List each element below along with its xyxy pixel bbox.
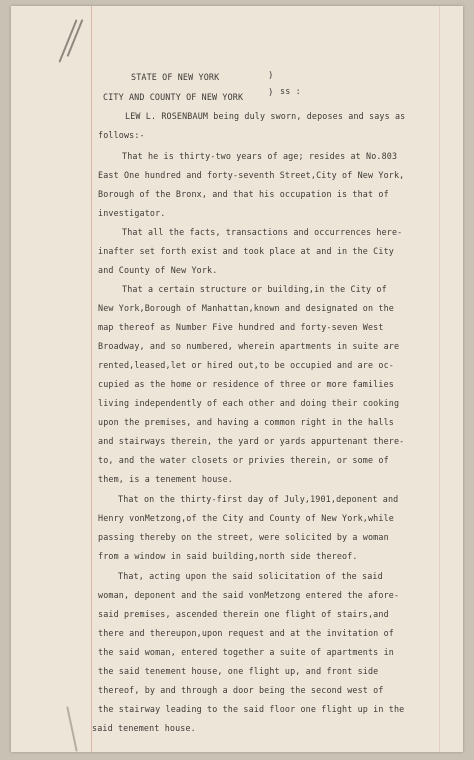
text-line: woman, deponent and the said vonMetzong entered the afore-	[98, 590, 400, 600]
text-line: to, and the water closets or privies therein, or some of	[98, 455, 389, 465]
text-line: and stairways therein, the yard or yards appurtenant there-	[98, 436, 405, 446]
text-line: That on the thirty-first day of July,1901,deponent and	[118, 494, 399, 504]
venue-ss: ss :	[280, 86, 301, 96]
text-line: the said woman, entered together a suite of apartments in	[98, 647, 394, 657]
venue-county: CITY AND COUNTY OF NEW YORK	[103, 92, 244, 102]
text-line: there and thereupon,upon request and at the invitation of	[98, 628, 394, 638]
text-line: That a certain structure or building,in the City of	[122, 284, 387, 294]
text-line: passing thereby on the street, were solicited by a woman	[98, 532, 389, 542]
text-line: said tenement house.	[92, 723, 196, 733]
text-line: the stairway leading to the said floor one flight up in the	[98, 704, 405, 714]
text-line: living independently of each other and doing their cooking	[98, 398, 400, 408]
text-line: That, acting upon the said solicitation of the said	[118, 571, 383, 581]
text-line: upon the premises, and having a common right in the halls	[98, 417, 394, 427]
text-line: the said tenement house, one flight up, and front side	[98, 666, 379, 676]
text-line: investigator.	[98, 208, 166, 218]
text-line: said premises, ascended therein one flight of stairs,and	[98, 609, 389, 619]
text-line: and County of New York.	[98, 265, 218, 275]
text-line: That he is thirty-two years of age; resides at No.803	[122, 151, 398, 161]
text-line: thereof, by and through a door being the second west of	[98, 685, 384, 695]
text-line: inafter set forth exist and took place at and in the City	[98, 246, 394, 256]
venue-state: STATE OF NEW YORK	[131, 72, 220, 82]
text-line: rented,leased,let or hired out,to be occupied and are oc-	[98, 360, 394, 370]
text-line: map thereof as Number Five hundred and forty-seven West	[98, 322, 384, 332]
text-line: LEW L. ROSENBAUM being duly sworn, deposes and says as	[125, 111, 406, 121]
text-line: cupied as the home or residence of three or more families	[98, 379, 394, 389]
text-line: Borough of the Bronx, and that his occupation is that of	[98, 189, 389, 199]
text-line: them, is a tenement house.	[98, 474, 233, 484]
text-line: East One hundred and forty-seventh Street,City of New York,	[98, 170, 405, 180]
venue-brace: )	[268, 88, 274, 98]
text-line: New York,Borough of Manhattan,known and designated on the	[98, 303, 394, 313]
text-line: Broadway, and so numbered, wherein apartments in suite are	[98, 341, 400, 351]
venue-brace: )	[268, 71, 274, 81]
text-line: from a window in said building,north side thereof.	[98, 551, 358, 561]
text-line: That all the facts, transactions and occurrences here-	[122, 227, 403, 237]
text-line: follows:-	[98, 130, 145, 140]
text-line: Henry vonMetzong,of the City and County of New York,while	[98, 513, 394, 523]
